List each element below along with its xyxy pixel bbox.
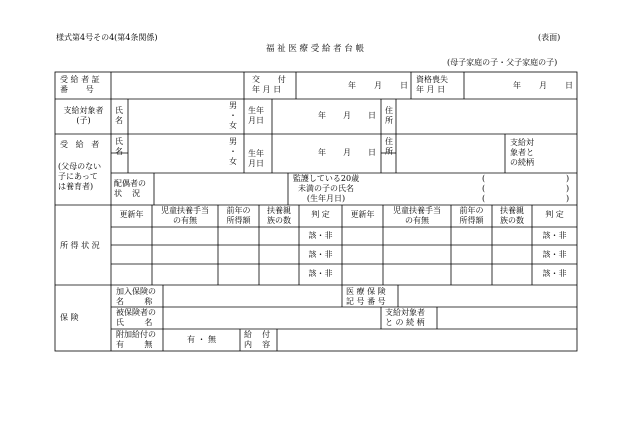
side-label: (表面) bbox=[538, 33, 561, 42]
issue-date-year: 年 bbox=[348, 81, 356, 90]
recipient-address-label: 住 所 bbox=[385, 106, 393, 125]
insured-relation-label: 支給対象者 と の 続 柄 bbox=[385, 308, 425, 327]
income-header-income-right: 前年の 所得額 bbox=[459, 206, 484, 225]
recipient-label: 支給対象者 (子) bbox=[63, 106, 104, 125]
issue-date-day: 日 bbox=[400, 81, 408, 90]
extra-benefit-value[interactable]: 有 ・ 無 bbox=[186, 335, 217, 344]
judgment-right-1[interactable]: 該・非 bbox=[542, 231, 567, 240]
income-status-label: 所 得 状 況 bbox=[60, 241, 100, 250]
guardian-name-label: 氏 名 bbox=[115, 137, 123, 156]
benefit-content-label: 給 付 内 容 bbox=[244, 330, 271, 349]
form-subtitle: (母子家庭の子・父子家庭の子) bbox=[447, 58, 558, 67]
income-header-income-left: 前年の 所得額 bbox=[226, 206, 251, 225]
guardian-relation-label: 支給対 象者と の続柄 bbox=[510, 138, 534, 167]
form-title: 福 祉 医 療 受 給 者 台 帳 bbox=[265, 44, 365, 54]
income-header-year-right: 更新年 bbox=[350, 210, 375, 219]
guardian-note: (父母のない 子にあって は養育者) bbox=[58, 162, 102, 191]
guardian-dob-month: 月 bbox=[343, 148, 351, 157]
guardian-dob-day: 日 bbox=[368, 148, 376, 157]
paren-close-3: ) bbox=[566, 194, 570, 203]
loss-date-label: 資格喪失 年 月 日 bbox=[416, 75, 448, 94]
judgment-right-2[interactable]: 該・非 bbox=[542, 250, 567, 259]
issue-date-month: 月 bbox=[374, 81, 382, 90]
income-header-year-left: 更新年 bbox=[119, 210, 144, 219]
recipient-gender: 男 ・ 女 bbox=[229, 101, 237, 130]
income-header-dependents-left: 扶養親 族の数 bbox=[267, 206, 291, 225]
income-header-judgment-right: 判 定 bbox=[545, 210, 564, 219]
paren-open-1: ( bbox=[482, 174, 486, 183]
children-names-label: 監護している20歳 未満の子の氏名 (生年月日) bbox=[292, 174, 360, 203]
extra-benefit-label: 附加給付の 有 無 bbox=[116, 330, 156, 349]
recipient-dob-label: 生年 月日 bbox=[248, 106, 264, 125]
judgment-right-3[interactable]: 該・非 bbox=[542, 269, 567, 278]
guardian-dob-year: 年 bbox=[318, 148, 326, 157]
recipient-dob-year: 年 bbox=[318, 111, 326, 120]
recipient-dob-day: 日 bbox=[368, 111, 376, 120]
judgment-left-2[interactable]: 該・非 bbox=[308, 250, 333, 259]
guardian-gender: 男 ・ 女 bbox=[229, 137, 237, 166]
guardian-address-label: 住 所 bbox=[385, 137, 393, 156]
insurance-label: 保 険 bbox=[60, 313, 79, 322]
paren-close-1: ) bbox=[566, 174, 570, 183]
recipient-number-label: 受 給 者 証 番 号 bbox=[60, 75, 100, 94]
guardian-label: 受 給 者 bbox=[60, 140, 100, 149]
issue-date-label: 交 付 年 月 日 bbox=[252, 75, 286, 94]
paren-open-2: ( bbox=[482, 184, 486, 193]
income-header-allowance-left: 児童扶養手当 の有無 bbox=[161, 206, 209, 225]
recipient-dob-month: 月 bbox=[343, 111, 351, 120]
loss-date-month: 月 bbox=[539, 81, 547, 90]
insurance-symbol-label: 医 療 保 険 記 号 番 号 bbox=[346, 287, 386, 306]
insured-name-label: 被保険者の 氏 名 bbox=[116, 308, 156, 327]
loss-date-year: 年 bbox=[513, 81, 521, 90]
guardian-dob-label: 生年 月日 bbox=[248, 149, 264, 168]
spouse-status-label: 配偶者の 状 況 bbox=[114, 179, 146, 198]
recipient-name-label: 氏 名 bbox=[115, 106, 123, 125]
paren-open-3: ( bbox=[482, 194, 486, 203]
insurer-name-label: 加入保険の 名 称 bbox=[116, 287, 156, 306]
loss-date-day: 日 bbox=[565, 81, 573, 90]
income-header-dependents-right: 扶養親 族の数 bbox=[500, 206, 524, 225]
paren-close-2: ) bbox=[566, 184, 570, 193]
judgment-left-3[interactable]: 該・非 bbox=[308, 269, 333, 278]
judgment-left-1[interactable]: 該・非 bbox=[308, 231, 333, 240]
income-header-judgment-left: 判 定 bbox=[311, 210, 330, 219]
form-number: 様式第4号その4(第4条関係) bbox=[56, 33, 158, 42]
income-header-allowance-right: 児童扶養手当 の有無 bbox=[393, 206, 441, 225]
